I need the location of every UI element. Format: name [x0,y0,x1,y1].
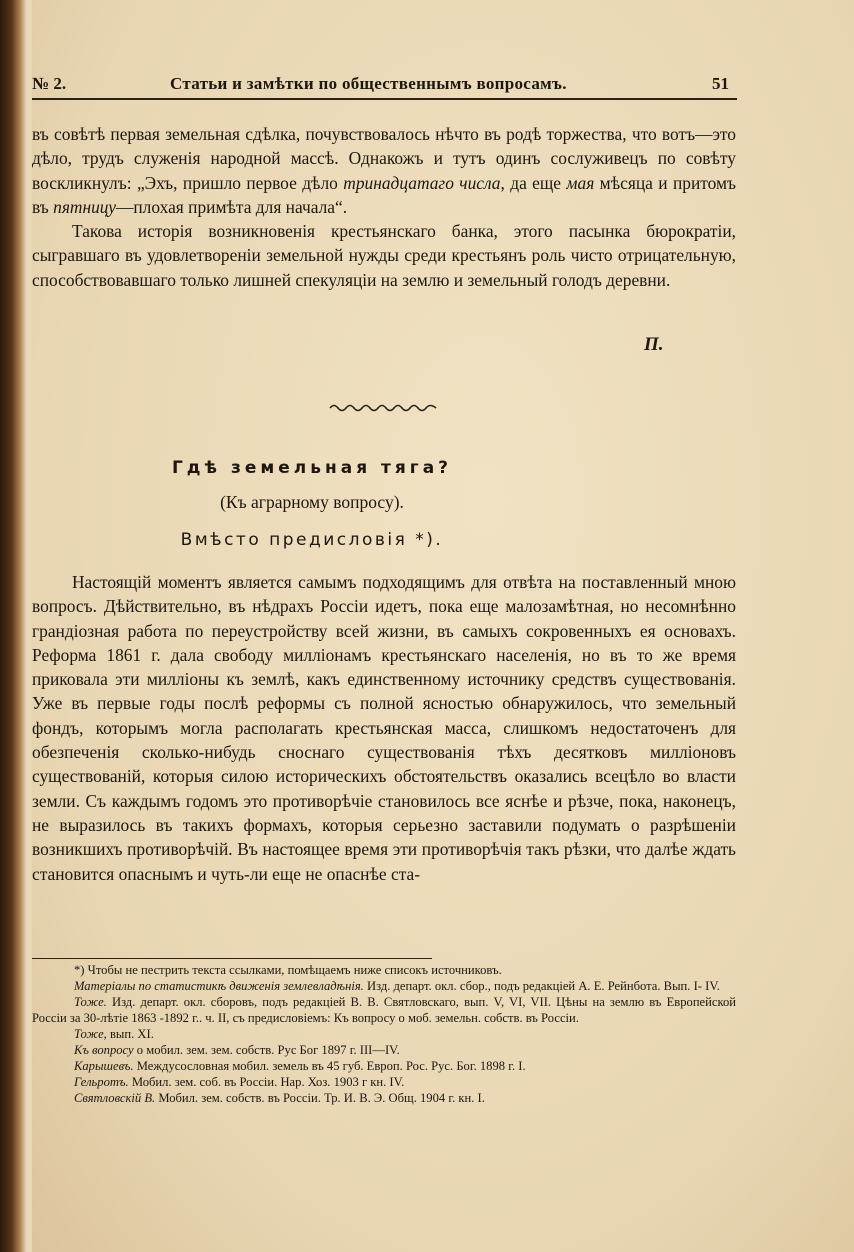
page-number: 51 [712,74,729,93]
footnote: Гельротъ. Мобил. зем. соб. въ Россіи. Нар. Хоз. 1903 г кн. IV. [74,1075,405,1089]
author-signature: П. [644,334,664,355]
paragraph: Такова исторія возникновенія крестьянскаго банка, этого пасынка бюрократіи, сыгравшаго въ удовлетвореніи земельной нужды среди крестьянъ роль чисто отрицательную, способствовавшаго только лишней спекуляціи на землю и земельный голодъ деревни. [32,221,736,290]
paragraph: Настоящій моментъ является самымъ подходящимъ для отвѣта на поставленный мною вопросъ. Дѣйствительно, въ нѣдрахъ Россіи идетъ, пока еще малозамѣтная, но несомнѣнно грандіозная работа по переустройству всей жизни, въ самыхъ сокровенныхъ ея основахъ. Реформа 1861 г. дала свободу милліонамъ крестьянскаго населенія, но въ то же время приковала эти милліоны къ землѣ, какъ единственному источнику средствъ существованія. Уже въ первые годы послѣ реформы съ полной ясностью обнаружилось, что земельный фондъ, которымъ могла располагать крестьянская масса, слишкомъ недостаточенъ для обезпеченія сколько-нибудь сноснаго существованія тѣхъ десятковъ милліоновъ существованій, которыя силою историческихъ обстоятельствъ оказались всецѣло во власти земли. Съ каждымъ годомъ это противорѣчіе становилось все яснѣе и рѣзче, пока, наконецъ, не выразилось въ такихъ формахъ, которыя серьезно заставили подумать о разрѣшеніи возникшихъ противорѣчій. Въ настоящее время эти противорѣчія такъ рѣзки, что далѣе ждать становится опаснымъ и чуть-ли еще не опаснѣе ста- [32,572,736,884]
preface-heading: Вмѣсто предисловія *). [180,530,444,550]
footnote: Къ вопросу о мобил. зем. зем. собств. Рус Бог 1897 г. III—IV. [74,1043,400,1057]
footnote: Матеріалы по статистикѣ движенія землевладѣнія. Изд. департ. окл. сбор., подъ редакціей А. Е. Рейнбота. Вып. I- IV. [74,979,720,993]
footnote: Тоже, вып. XI. [74,1027,154,1041]
book-spine-shadow [0,0,26,1252]
article-body [32,570,736,886]
running-header [32,72,752,100]
footnote: Тоже. Изд. департ. окл. сборовъ, подъ редакціей В. В. Святловскаго, вып. V, VI, VII. Цѣны на землю въ Европейской Россіи за 30-лѣтіе 1863 -1892 г.. ч. II, съ предисловіемъ: Къ вопросу о моб. земельн. собств. въ Россіи. [32,995,736,1025]
paragraph: въ совѣтѣ первая земельная сдѣлка, почувствовалось нѣчто въ родѣ торжества, что вотъ—это дѣло, трудъ служенія народной массѣ. Однакожъ и тутъ одинъ сослуживецъ по совѣту воскликнулъ: „Эхъ, пришло первое дѣло тринадцатаго числа, да еще мая мѣсяца и притомъ въ пятницу—плохая примѣта для начала“. [32,124,736,217]
book-page [32,0,854,1252]
article-subtitle: (Къ аграрному вопросу). [220,492,404,512]
article-title: Гдѣ земельная тяга? [171,458,453,478]
issue-number: № 2. [32,74,67,93]
header-rule [32,98,737,100]
section-divider-ornament [328,402,438,414]
footnote-rule [32,958,432,959]
section-title: Статьи и замѣтки по общественнымъ вопросамъ. [170,74,567,93]
prev-article-text [32,122,736,292]
footnote: Святловскій В. Мобил. зем. собств. въ Россіи. Тр. И. В. Э. Общ. 1904 г. кн. I. [74,1091,485,1105]
footnote: *) Чтобы не пестрить текста ссылками, помѣщаемъ ниже списокъ источниковъ. [74,963,502,977]
footnotes [32,962,736,1106]
footnote: Карышевъ. Междусословная мобил. земель въ 45 губ. Европ. Рос. Рус. Бог. 1898 г. I. [74,1059,526,1073]
